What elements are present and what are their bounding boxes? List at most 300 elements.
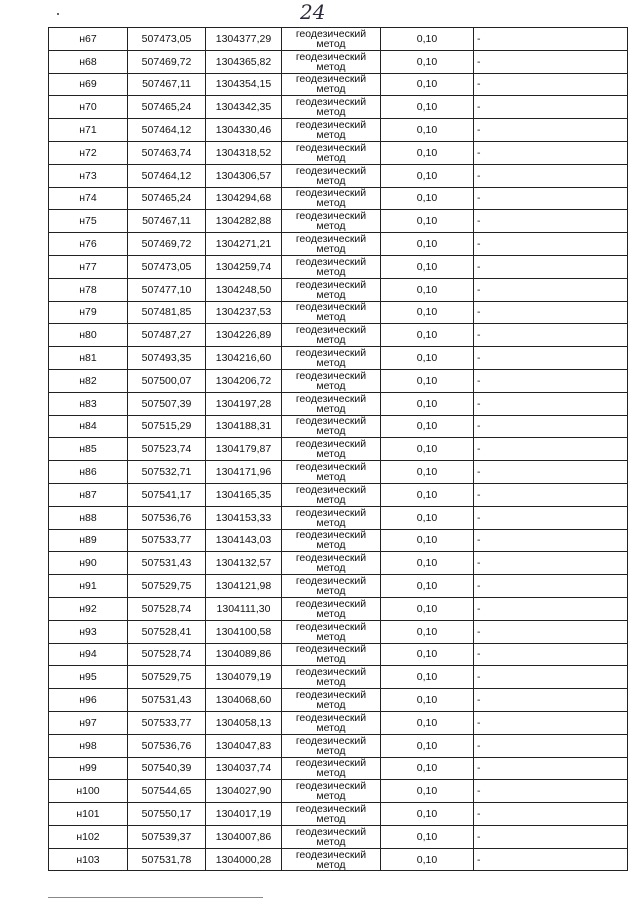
x-coordinate-cell: 507467,11: [128, 210, 206, 233]
method-line-1: геодезический: [295, 278, 367, 291]
y-coordinate-cell: 1304037,74: [206, 757, 282, 780]
point-id-cell: н86: [49, 461, 128, 484]
accuracy-cell: 0,10: [381, 734, 474, 757]
y-coordinate-cell: 1304165,35: [206, 483, 282, 506]
method-line-1: геодезический: [295, 347, 367, 360]
method-line-2: метод: [316, 265, 346, 278]
y-coordinate-cell: 1304282,88: [206, 210, 282, 233]
accuracy-cell: 0,10: [381, 50, 474, 73]
point-id-cell: н75: [49, 210, 128, 233]
table-row: [49, 324, 628, 347]
y-coordinate-cell: 1304179,87: [206, 438, 282, 461]
x-coordinate-cell: 507539,37: [128, 825, 206, 848]
method-line-2: метод: [316, 699, 346, 711]
method-line-1: геодезический: [295, 734, 367, 747]
table-row: [49, 301, 628, 324]
table-row: [49, 164, 628, 187]
method-cell: [282, 187, 381, 210]
method-line-1: геодезический: [295, 119, 367, 132]
x-coordinate-cell: 507464,12: [128, 164, 206, 187]
note-cell: -: [474, 415, 628, 438]
y-coordinate-cell: 1304237,53: [206, 301, 282, 324]
method-line-1: геодезический: [295, 529, 367, 542]
point-id-cell: н68: [49, 50, 128, 73]
point-id-cell: н94: [49, 643, 128, 666]
point-id-cell: н98: [49, 734, 128, 757]
method-line-2: метод: [316, 812, 346, 825]
method-cell: [282, 552, 381, 575]
method-cell: [282, 73, 381, 96]
method-line-1: геодезический: [295, 483, 367, 496]
y-coordinate-cell: 1304171,96: [206, 461, 282, 484]
table-row: [49, 392, 628, 415]
method-line-1: геодезический: [295, 757, 367, 770]
method-cell: [282, 438, 381, 461]
table-row: [49, 483, 628, 506]
note-cell: -: [474, 803, 628, 826]
table-row: [49, 210, 628, 233]
table-row: [49, 255, 628, 278]
method-cell: [282, 301, 381, 324]
method-line-1: геодезический: [295, 210, 367, 223]
method-line-2: метод: [316, 334, 346, 347]
x-coordinate-cell: 507528,74: [128, 643, 206, 666]
x-coordinate-cell: 507531,43: [128, 689, 206, 712]
table-row: [49, 141, 628, 164]
method-line-1: геодезический: [295, 689, 367, 701]
x-coordinate-cell: 507507,39: [128, 392, 206, 415]
accuracy-cell: 0,10: [381, 233, 474, 256]
point-id-cell: н99: [49, 757, 128, 780]
table-row: [49, 415, 628, 438]
method-line-1: геодезический: [295, 620, 367, 633]
y-coordinate-cell: 1304079,19: [206, 666, 282, 689]
accuracy-cell: 0,10: [381, 324, 474, 347]
method-line-2: метод: [316, 471, 346, 484]
table-row: [49, 347, 628, 370]
point-id-cell: н101: [49, 803, 128, 826]
y-coordinate-cell: 1304197,28: [206, 392, 282, 415]
point-id-cell: н73: [49, 164, 128, 187]
x-coordinate-cell: 507464,12: [128, 119, 206, 142]
x-coordinate-cell: 507533,77: [128, 711, 206, 734]
point-id-cell: н83: [49, 392, 128, 415]
method-cell: [282, 233, 381, 256]
y-coordinate-cell: 1304132,57: [206, 552, 282, 575]
y-coordinate-cell: 1304318,52: [206, 141, 282, 164]
method-line-2: метод: [316, 676, 346, 689]
x-coordinate-cell: 507540,39: [128, 757, 206, 780]
x-coordinate-cell: 507544,65: [128, 780, 206, 803]
method-line-2: метод: [316, 516, 346, 529]
x-coordinate-cell: 507515,29: [128, 415, 206, 438]
y-coordinate-cell: 1304226,89: [206, 324, 282, 347]
point-id-cell: н85: [49, 438, 128, 461]
method-cell: [282, 210, 381, 233]
point-id-cell: н102: [49, 825, 128, 848]
x-coordinate-cell: 507528,41: [128, 620, 206, 643]
table-row: [49, 711, 628, 734]
accuracy-cell: 0,10: [381, 438, 474, 461]
accuracy-cell: 0,10: [381, 461, 474, 484]
accuracy-cell: 0,10: [381, 28, 474, 51]
table-row: [49, 50, 628, 73]
note-cell: -: [474, 255, 628, 278]
x-coordinate-cell: 507467,11: [128, 73, 206, 96]
method-cell: [282, 96, 381, 119]
table-row: [49, 552, 628, 575]
note-cell: -: [474, 620, 628, 643]
table-row: [49, 689, 628, 712]
method-cell: [282, 255, 381, 278]
method-line-1: геодезический: [295, 141, 367, 154]
accuracy-cell: 0,10: [381, 620, 474, 643]
point-id-cell: н103: [49, 848, 128, 871]
note-cell: -: [474, 529, 628, 552]
note-cell: -: [474, 780, 628, 803]
accuracy-cell: 0,10: [381, 96, 474, 119]
note-cell: -: [474, 301, 628, 324]
method-line-1: геодезический: [295, 50, 367, 63]
accuracy-cell: 0,10: [381, 164, 474, 187]
x-coordinate-cell: 507493,35: [128, 347, 206, 370]
method-line-1: геодезический: [295, 392, 367, 405]
note-cell: -: [474, 597, 628, 620]
coordinates-table-body: [49, 28, 628, 871]
note-cell: -: [474, 233, 628, 256]
method-line-2: метод: [316, 37, 346, 50]
accuracy-cell: 0,10: [381, 597, 474, 620]
bottom-divider: [48, 897, 263, 898]
note-cell: -: [474, 552, 628, 575]
note-cell: -: [474, 73, 628, 96]
point-id-cell: н76: [49, 233, 128, 256]
method-cell: [282, 689, 381, 712]
point-id-cell: н87: [49, 483, 128, 506]
y-coordinate-cell: 1304216,60: [206, 347, 282, 370]
note-cell: -: [474, 369, 628, 392]
x-coordinate-cell: 507477,10: [128, 278, 206, 301]
table-row: [49, 780, 628, 803]
method-line-2: метод: [316, 448, 346, 461]
x-coordinate-cell: 507487,27: [128, 324, 206, 347]
method-line-1: геодезический: [295, 643, 367, 656]
note-cell: -: [474, 210, 628, 233]
y-coordinate-cell: 1304058,13: [206, 711, 282, 734]
point-id-cell: н82: [49, 369, 128, 392]
method-line-2: метод: [316, 402, 346, 415]
table-row: [49, 666, 628, 689]
table-row: [49, 848, 628, 871]
method-line-1: геодезический: [295, 96, 367, 109]
point-id-cell: н72: [49, 141, 128, 164]
method-line-1: геодезический: [295, 255, 367, 268]
accuracy-cell: 0,10: [381, 757, 474, 780]
method-line-2: метод: [316, 493, 346, 506]
note-cell: -: [474, 28, 628, 51]
method-line-2: метод: [316, 562, 346, 575]
method-line-1: геодезический: [295, 506, 367, 519]
method-line-2: метод: [316, 767, 346, 780]
accuracy-cell: 0,10: [381, 780, 474, 803]
note-cell: -: [474, 825, 628, 848]
y-coordinate-cell: 1304188,31: [206, 415, 282, 438]
x-coordinate-cell: 507469,72: [128, 233, 206, 256]
method-cell: [282, 711, 381, 734]
accuracy-cell: 0,10: [381, 643, 474, 666]
table-row: [49, 187, 628, 210]
method-line-1: геодезический: [295, 552, 367, 565]
point-id-cell: н88: [49, 506, 128, 529]
note-cell: -: [474, 392, 628, 415]
accuracy-cell: 0,10: [381, 187, 474, 210]
x-coordinate-cell: 507550,17: [128, 803, 206, 826]
y-coordinate-cell: 1304354,15: [206, 73, 282, 96]
y-coordinate-cell: 1304377,29: [206, 28, 282, 51]
accuracy-cell: 0,10: [381, 529, 474, 552]
method-line-2: метод: [316, 744, 346, 757]
x-coordinate-cell: 507529,75: [128, 575, 206, 598]
method-line-1: геодезический: [295, 802, 367, 815]
x-coordinate-cell: 507541,17: [128, 483, 206, 506]
table-row: [49, 73, 628, 96]
note-cell: -: [474, 96, 628, 119]
method-line-2: метод: [316, 174, 346, 187]
y-coordinate-cell: 1304294,68: [206, 187, 282, 210]
accuracy-cell: 0,10: [381, 803, 474, 826]
point-id-cell: н71: [49, 119, 128, 142]
method-cell: [282, 757, 381, 780]
point-id-cell: н67: [49, 28, 128, 51]
point-id-cell: н81: [49, 347, 128, 370]
note-cell: -: [474, 278, 628, 301]
accuracy-cell: 0,10: [381, 689, 474, 712]
table-row: [49, 757, 628, 780]
method-line-1: геодезический: [295, 780, 367, 793]
method-line-1: геодезический: [295, 187, 367, 200]
table-row: [49, 575, 628, 598]
table-row: [49, 28, 628, 51]
method-line-2: метод: [316, 630, 346, 643]
table-row: [49, 278, 628, 301]
y-coordinate-cell: 1304306,57: [206, 164, 282, 187]
accuracy-cell: 0,10: [381, 848, 474, 871]
method-cell: [282, 620, 381, 643]
point-id-cell: н74: [49, 187, 128, 210]
method-cell: [282, 529, 381, 552]
method-line-2: метод: [316, 311, 346, 324]
point-id-cell: н91: [49, 575, 128, 598]
x-coordinate-cell: 507500,07: [128, 369, 206, 392]
y-coordinate-cell: 1304342,35: [206, 96, 282, 119]
method-line-2: метод: [316, 379, 346, 392]
note-cell: -: [474, 483, 628, 506]
point-id-cell: н69: [49, 73, 128, 96]
note-cell: -: [474, 141, 628, 164]
method-cell: [282, 369, 381, 392]
method-line-1: геодезический: [295, 233, 367, 246]
method-line-2: метод: [316, 129, 346, 142]
method-line-2: метод: [316, 151, 346, 164]
point-id-cell: н92: [49, 597, 128, 620]
coordinates-table: [48, 27, 628, 871]
point-id-cell: н70: [49, 96, 128, 119]
accuracy-cell: 0,10: [381, 483, 474, 506]
method-line-1: геодезический: [295, 848, 367, 861]
y-coordinate-cell: 1304330,46: [206, 119, 282, 142]
table-row: [49, 734, 628, 757]
y-coordinate-cell: 1304089,86: [206, 643, 282, 666]
note-cell: -: [474, 757, 628, 780]
method-line-1: геодезический: [295, 73, 367, 86]
x-coordinate-cell: 507463,74: [128, 141, 206, 164]
method-cell: [282, 483, 381, 506]
page-number: 24: [300, 0, 326, 24]
x-coordinate-cell: 507473,05: [128, 28, 206, 51]
accuracy-cell: 0,10: [381, 347, 474, 370]
method-cell: [282, 119, 381, 142]
x-coordinate-cell: 507523,74: [128, 438, 206, 461]
accuracy-cell: 0,10: [381, 301, 474, 324]
table-row: [49, 803, 628, 826]
table-row: [49, 620, 628, 643]
method-cell: [282, 164, 381, 187]
note-cell: -: [474, 324, 628, 347]
x-coordinate-cell: 507481,85: [128, 301, 206, 324]
y-coordinate-cell: 1304047,83: [206, 734, 282, 757]
method-cell: [282, 825, 381, 848]
note-cell: -: [474, 643, 628, 666]
y-coordinate-cell: 1304153,33: [206, 506, 282, 529]
point-id-cell: н90: [49, 552, 128, 575]
point-id-cell: н96: [49, 689, 128, 712]
point-id-cell: н84: [49, 415, 128, 438]
y-coordinate-cell: 1304100,58: [206, 620, 282, 643]
point-id-cell: н78: [49, 278, 128, 301]
y-coordinate-cell: 1304007,86: [206, 825, 282, 848]
method-line-2: метод: [316, 790, 346, 803]
method-cell: [282, 803, 381, 826]
method-line-1: геодезический: [295, 301, 367, 314]
method-line-1: геодезический: [295, 597, 367, 610]
method-cell: [282, 347, 381, 370]
scan-speck: [57, 13, 59, 15]
method-cell: [282, 597, 381, 620]
accuracy-cell: 0,10: [381, 73, 474, 96]
method-cell: [282, 141, 381, 164]
method-cell: [282, 848, 381, 871]
method-line-1: геодезический: [295, 575, 367, 588]
x-coordinate-cell: 507536,76: [128, 506, 206, 529]
y-coordinate-cell: 1304027,90: [206, 780, 282, 803]
method-line-2: метод: [316, 539, 346, 552]
method-line-2: метод: [316, 60, 346, 73]
accuracy-cell: 0,10: [381, 711, 474, 734]
accuracy-cell: 0,10: [381, 552, 474, 575]
method-line-1: геодезический: [295, 461, 367, 474]
method-line-1: геодезический: [295, 666, 367, 679]
method-line-1: геодезический: [295, 438, 367, 451]
table-row: [49, 438, 628, 461]
table-row: [49, 233, 628, 256]
table-row: [49, 825, 628, 848]
y-coordinate-cell: 1304000,28: [206, 848, 282, 871]
x-coordinate-cell: 507528,74: [128, 597, 206, 620]
method-line-1: геодезический: [295, 324, 367, 337]
accuracy-cell: 0,10: [381, 369, 474, 392]
x-coordinate-cell: 507529,75: [128, 666, 206, 689]
point-id-cell: н77: [49, 255, 128, 278]
method-cell: [282, 666, 381, 689]
method-line-1: геодезический: [295, 369, 367, 382]
table-row: [49, 597, 628, 620]
point-id-cell: н97: [49, 711, 128, 734]
x-coordinate-cell: 507469,72: [128, 50, 206, 73]
accuracy-cell: 0,10: [381, 255, 474, 278]
method-line-2: метод: [316, 835, 346, 848]
table-row: [49, 461, 628, 484]
table-row: [49, 529, 628, 552]
y-coordinate-cell: 1304121,98: [206, 575, 282, 598]
x-coordinate-cell: 507465,24: [128, 187, 206, 210]
method-line-2: метод: [316, 197, 346, 210]
method-cell: [282, 643, 381, 666]
y-coordinate-cell: 1304365,82: [206, 50, 282, 73]
note-cell: -: [474, 734, 628, 757]
x-coordinate-cell: 507532,71: [128, 461, 206, 484]
note-cell: -: [474, 164, 628, 187]
y-coordinate-cell: 1304271,21: [206, 233, 282, 256]
method-cell: [282, 506, 381, 529]
method-line-2: метод: [316, 425, 346, 438]
method-cell: [282, 780, 381, 803]
accuracy-cell: 0,10: [381, 278, 474, 301]
point-id-cell: н93: [49, 620, 128, 643]
note-cell: -: [474, 461, 628, 484]
table-row: [49, 506, 628, 529]
x-coordinate-cell: 507536,76: [128, 734, 206, 757]
method-line-1: геодезический: [295, 164, 367, 177]
table-row: [49, 643, 628, 666]
note-cell: -: [474, 506, 628, 529]
x-coordinate-cell: 507531,43: [128, 552, 206, 575]
accuracy-cell: 0,10: [381, 825, 474, 848]
method-line-1: геодезический: [295, 415, 367, 428]
point-id-cell: н95: [49, 666, 128, 689]
table-row: [49, 96, 628, 119]
y-coordinate-cell: 1304206,72: [206, 369, 282, 392]
accuracy-cell: 0,10: [381, 415, 474, 438]
note-cell: -: [474, 438, 628, 461]
accuracy-cell: 0,10: [381, 392, 474, 415]
y-coordinate-cell: 1304248,50: [206, 278, 282, 301]
note-cell: -: [474, 119, 628, 142]
method-line-1: геодезический: [295, 27, 367, 40]
method-line-1: геодезический: [295, 711, 367, 724]
accuracy-cell: 0,10: [381, 119, 474, 142]
method-cell: [282, 28, 381, 51]
y-coordinate-cell: 1304017,19: [206, 803, 282, 826]
y-coordinate-cell: 1304111,30: [206, 597, 282, 620]
y-coordinate-cell: 1304143,03: [206, 529, 282, 552]
method-cell: [282, 50, 381, 73]
note-cell: -: [474, 711, 628, 734]
method-line-2: метод: [316, 653, 346, 666]
method-cell: [282, 461, 381, 484]
x-coordinate-cell: 507465,24: [128, 96, 206, 119]
point-id-cell: н80: [49, 324, 128, 347]
note-cell: -: [474, 575, 628, 598]
